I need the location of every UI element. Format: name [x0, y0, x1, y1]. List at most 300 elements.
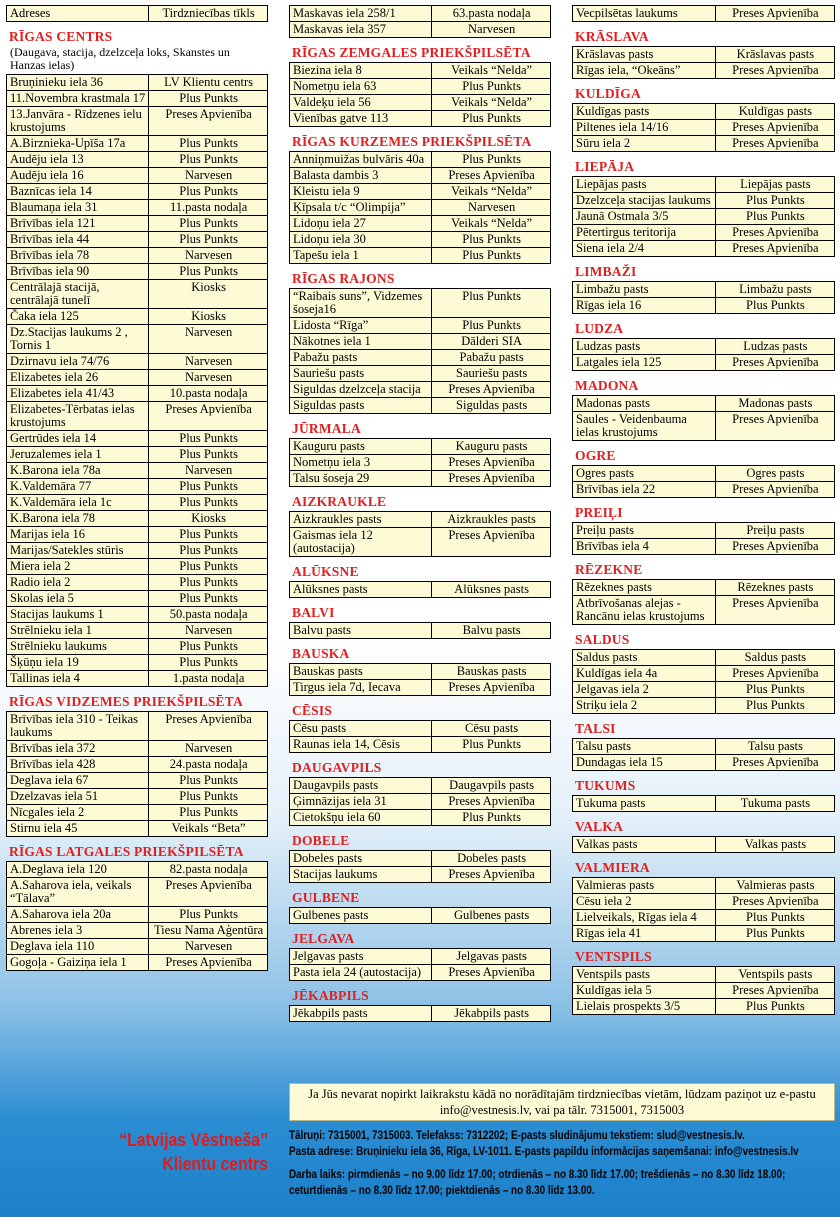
outlet-network: Plus Punkts	[432, 152, 551, 168]
outlet-address: Pasta iela 24 (autostacija)	[290, 965, 432, 981]
outlet-network: Jēkabpils pasts	[432, 1006, 551, 1022]
outlet-row	[290, 6, 551, 22]
outlet-address: Tapešu iela 1	[290, 248, 432, 264]
outlet-address: Kauguru pasts	[290, 439, 432, 455]
outlet-address: Gaismas iela 12 (autostacija)	[290, 528, 432, 557]
outlet-network: Preses Apvienība	[715, 412, 834, 441]
outlet-row	[573, 241, 835, 257]
outlet-network: Preses Apvienība	[432, 965, 551, 981]
outlet-row	[573, 755, 835, 771]
outlet-address: Talsu pasts	[573, 739, 716, 755]
outlet-network: Preses Apvienība	[715, 241, 834, 257]
outlet-address: Jēkabpils pasts	[290, 1006, 432, 1022]
section-subtitle: (Daugava, stacija, dzelzceļa loks, Skanstes un Hanzas ielas)	[10, 45, 230, 72]
section-title-madona: MADONA	[575, 378, 639, 393]
outlet-row	[573, 225, 835, 241]
section-title-dobele: DOBELE	[292, 833, 350, 848]
outlet-network: Jelgavas pasts	[432, 949, 551, 965]
outlet-row	[573, 63, 835, 79]
outlet-row	[7, 495, 268, 511]
outlet-network: Narvesen	[149, 354, 268, 370]
outlet-network: Ludzas pasts	[715, 339, 834, 355]
column-3-sections	[572, 5, 835, 1015]
outlet-address: Piltenes iela 14/16	[573, 120, 716, 136]
outlet-row	[290, 908, 551, 924]
outlet-row	[7, 309, 268, 325]
outlet-row	[573, 878, 835, 894]
outlet-address: Saldus pasts	[573, 650, 716, 666]
outlet-row	[573, 482, 835, 498]
outlet-address: K.Barona iela 78	[7, 511, 149, 527]
outlet-address: A.Deglava iela 120	[7, 862, 149, 878]
outlet-network: Plus Punkts	[149, 907, 268, 923]
outlet-address: Biezina iela 8	[290, 63, 432, 79]
outlet-row	[573, 580, 835, 596]
outlet-address: Brīvības iela 372	[7, 741, 149, 757]
outlet-table	[289, 663, 551, 696]
outlet-table	[289, 438, 551, 487]
outlet-network: Preses Apvienība	[715, 539, 834, 555]
outlet-address: Nometņu iela 63	[290, 79, 432, 95]
outlet-network: 50.pasta nodaļa	[149, 607, 268, 623]
outlet-table	[572, 281, 835, 314]
outlet-row	[7, 559, 268, 575]
outlet-table	[572, 338, 835, 371]
section-title-ogre: OGRE	[575, 448, 616, 463]
outlet-network: Preses Apvienība	[715, 482, 834, 498]
outlet-row	[290, 867, 551, 883]
outlet-network: Preses Apvienība	[432, 867, 551, 883]
outlet-row	[290, 794, 551, 810]
outlet-row	[7, 107, 268, 136]
outlet-network: Saldus pasts	[715, 650, 834, 666]
header-address: Adreses	[7, 6, 149, 22]
outlet-network: Plus Punkts	[149, 789, 268, 805]
outlet-network: Preses Apvienība	[432, 680, 551, 696]
outlet-network: Plus Punkts	[149, 527, 268, 543]
outlet-address: Gertrūdes iela 14	[7, 431, 149, 447]
outlet-address: Deglava iela 110	[7, 939, 149, 955]
section-title-rigas-zemgales-priekspilseta: RĪGAS ZEMGALES PRIEKŠPILSĒTA	[292, 45, 531, 60]
outlet-address: Talsu šoseja 29	[290, 471, 432, 487]
outlet-network: Tukuma pasts	[715, 796, 834, 812]
section-title-aluksne: ALŪKSNE	[292, 564, 359, 579]
outlet-network: Preses Apvienība	[715, 225, 834, 241]
outlet-network: Cēsu pasts	[432, 721, 551, 737]
outlet-row	[573, 282, 835, 298]
outlet-address: Gogoļa - Gaiziņa iela 1	[7, 955, 149, 971]
outlet-network: Plus Punkts	[432, 79, 551, 95]
outlet-network: Gulbenes pasts	[432, 908, 551, 924]
outlet-row	[573, 412, 835, 441]
outlet-row	[573, 47, 835, 63]
outlet-row	[290, 289, 551, 318]
outlet-row	[573, 682, 835, 698]
outlet-table	[289, 151, 551, 264]
section-title-rigas-kurzemes-priekspilseta: RĪGAS KURZEMES PRIEKŠPILSĒTA	[292, 134, 532, 149]
outlet-network: 1.pasta nodaļa	[149, 671, 268, 687]
outlet-row	[7, 955, 268, 971]
outlet-network: Preses Apvienība	[432, 168, 551, 184]
outlet-row	[573, 739, 835, 755]
outlet-row	[573, 983, 835, 999]
outlet-network: Preses Apvienība	[715, 755, 834, 771]
outlet-row	[573, 596, 835, 625]
outlet-network: Veikals “Nelda”	[432, 216, 551, 232]
section-title-jelgava: JELGAVA	[292, 931, 355, 946]
outlet-address: Čaka iela 125	[7, 309, 149, 325]
outlet-row	[290, 350, 551, 366]
contact-hours-2: ceturtdienās – no 8.30 līdz 17.00; piektdienās – no 8.30 līdz 13.00.	[289, 1185, 595, 1197]
outlet-address: A.Saharova iela 20a	[7, 907, 149, 923]
outlet-row	[7, 168, 268, 184]
column-1-sections	[6, 29, 268, 971]
outlet-address: Valdeķu iela 56	[290, 95, 432, 111]
outlet-row	[290, 79, 551, 95]
outlet-table	[572, 103, 835, 152]
outlet-network: Preses Apvienība	[715, 894, 834, 910]
outlet-row	[7, 184, 268, 200]
outlet-row	[7, 821, 268, 837]
outlet-address: Strēlnieku iela 1	[7, 623, 149, 639]
outlet-row	[7, 878, 268, 907]
outlet-row	[290, 737, 551, 753]
outlet-row	[7, 280, 268, 309]
outlet-address: Radio iela 2	[7, 575, 149, 591]
outlet-address: Brīvības iela 428	[7, 757, 149, 773]
outlet-row	[290, 851, 551, 867]
outlet-address: Pabažu pasts	[290, 350, 432, 366]
outlet-address: Lidoņu iela 30	[290, 232, 432, 248]
outlet-row	[290, 216, 551, 232]
outlet-network: Narvesen	[149, 168, 268, 184]
outlet-row	[7, 232, 268, 248]
outlet-network: Plus Punkts	[715, 910, 834, 926]
outlet-network: Daugavpils pasts	[432, 778, 551, 794]
outlet-network: Krāslavas pasts	[715, 47, 834, 63]
outlet-row	[7, 136, 268, 152]
outlet-address: Valkas pasts	[573, 837, 716, 853]
outlet-address: Ventspils pasts	[573, 967, 716, 983]
outlet-row	[573, 298, 835, 314]
outlet-row	[7, 91, 268, 107]
outlet-row	[7, 264, 268, 280]
outlet-network: Aizkraukles pasts	[432, 512, 551, 528]
outlet-network: Tiesu Nama Aģentūra	[149, 923, 268, 939]
outlet-address: Anniņmuižas bulvāris 40a	[290, 152, 432, 168]
outlet-address: Tallinas iela 4	[7, 671, 149, 687]
outlet-network: Plus Punkts	[149, 479, 268, 495]
outlet-address: Pētertirgus teritorija	[573, 225, 716, 241]
outlet-table	[289, 850, 551, 883]
outlet-address: Liepājas pasts	[573, 177, 716, 193]
outlet-address: Blaumaņa iela 31	[7, 200, 149, 216]
outlet-address: Nākotnes iela 1	[290, 334, 432, 350]
outlet-network: Valkas pasts	[715, 837, 834, 853]
outlet-row	[573, 910, 835, 926]
outlet-address: Kuldīgas iela 5	[573, 983, 716, 999]
column-3	[572, 5, 835, 1015]
outlet-address: Rīgas iela 16	[573, 298, 716, 314]
outlet-address: Jaunā Ostmala 3/5	[573, 209, 716, 225]
section-title-daugavpils: DAUGAVPILS	[292, 760, 382, 775]
section-title-rigas-centrs: RĪGAS CENTRS	[9, 29, 113, 44]
outlet-address: K.Valdemāra 77	[7, 479, 149, 495]
outlet-network: 63.pasta nodaļa	[432, 6, 551, 22]
outlet-row	[290, 1006, 551, 1022]
outlet-network: Narvesen	[149, 939, 268, 955]
section-title-jurmala: JŪRMALA	[292, 421, 361, 436]
outlet-address: Deglava iela 67	[7, 773, 149, 789]
section-title-cesis: CĒSIS	[292, 703, 333, 718]
outlet-address: Vecpilsētas laukums	[573, 6, 716, 22]
outlet-network: Preiļu pasts	[715, 523, 834, 539]
outlet-network: 24.pasta nodaļa	[149, 757, 268, 773]
outlet-table	[6, 711, 268, 837]
outlet-network: Narvesen	[149, 463, 268, 479]
outlet-row	[7, 216, 268, 232]
outlet-table	[572, 522, 835, 555]
outlet-address: K.Barona iela 78a	[7, 463, 149, 479]
outlet-network: Kuldīgas pasts	[715, 104, 834, 120]
outlet-network: Preses Apvienība	[715, 355, 834, 371]
outlet-address: 13.Janvāra - Rīdzenes ielu krustojums	[7, 107, 149, 136]
outlet-table	[572, 46, 835, 79]
outlet-address: “Raibais suns”, Vidzemes šoseja16	[290, 289, 432, 318]
outlet-network: Preses Apvienība	[149, 402, 268, 431]
outlet-row	[573, 120, 835, 136]
outlet-network: Plus Punkts	[432, 111, 551, 127]
client-center-title-line2: Klientu centrs	[162, 1154, 268, 1174]
outlet-network: Plus Punkts	[715, 999, 834, 1015]
outlet-network: Dobeles pasts	[432, 851, 551, 867]
outlet-table	[289, 1005, 551, 1022]
outlet-network: Preses Apvienība	[715, 63, 834, 79]
outlet-address: Maskavas iela 357	[290, 22, 432, 38]
outlet-row	[7, 511, 268, 527]
outlet-network: Plus Punkts	[149, 543, 268, 559]
outlet-address: Saules - Veidenbauma ielas krustojums	[573, 412, 716, 441]
outlet-row	[573, 539, 835, 555]
outlet-network: Siguldas pasts	[432, 398, 551, 414]
outlet-address: Centrālajā stacijā, centrālajā tunelī	[7, 280, 149, 309]
outlet-address: Jelgavas iela 2	[573, 682, 716, 698]
outlet-row	[573, 339, 835, 355]
outlet-address: Sauriešu pasts	[290, 366, 432, 382]
outlet-network: Veikals “Nelda”	[432, 63, 551, 79]
outlet-row	[290, 22, 551, 38]
outlet-row	[573, 926, 835, 942]
outlet-network: Preses Apvienība	[149, 712, 268, 741]
outlet-address: Jelgavas pasts	[290, 949, 432, 965]
outlet-table	[572, 649, 835, 714]
column-2	[289, 5, 551, 1022]
outlet-address: A.Birznieka-Upīša 17a	[7, 136, 149, 152]
outlet-row	[290, 810, 551, 826]
outlet-address: Lidoņu iela 27	[290, 216, 432, 232]
outlet-address: Stacijas laukums 1	[7, 607, 149, 623]
outlet-address: Brīvības iela 121	[7, 216, 149, 232]
outlet-row	[573, 6, 835, 22]
outlet-network: Kiosks	[149, 511, 268, 527]
outlet-address: Brīvības iela 78	[7, 248, 149, 264]
outlet-row	[7, 200, 268, 216]
section-title-balvi: BALVI	[292, 605, 335, 620]
outlet-address: Abrenes iela 3	[7, 923, 149, 939]
outlet-network: Preses Apvienība	[715, 983, 834, 999]
outlet-network: Preses Apvienība	[432, 528, 551, 557]
outlet-table	[289, 720, 551, 753]
outlet-network: Narvesen	[149, 623, 268, 639]
column-2-sections	[289, 5, 551, 1022]
outlet-address: Nometņu iela 3	[290, 455, 432, 471]
outlet-network: Plus Punkts	[149, 431, 268, 447]
section-title-gulbene: GULBENE	[292, 890, 360, 905]
outlet-row	[7, 543, 268, 559]
outlet-network: Plus Punkts	[432, 737, 551, 753]
outlet-row	[290, 334, 551, 350]
section-title-rigas-rajons: RĪGAS RAJONS	[292, 271, 395, 286]
outlet-row	[290, 111, 551, 127]
outlet-network: Narvesen	[432, 22, 551, 38]
outlet-network: Plus Punkts	[149, 805, 268, 821]
outlet-network: Kiosks	[149, 309, 268, 325]
outlet-table	[572, 836, 835, 853]
section-title-kraslava: KRĀSLAVA	[575, 29, 649, 44]
outlet-network: Preses Apvienība	[149, 107, 268, 136]
outlet-address: Brīvības iela 310 - Teikas laukums	[7, 712, 149, 741]
outlet-row	[290, 200, 551, 216]
section-title-valka: VALKA	[575, 819, 624, 834]
outlet-network: Plus Punkts	[715, 193, 834, 209]
outlet-address: Bruņinieku iela 36	[7, 75, 149, 91]
outlet-row	[573, 466, 835, 482]
outlet-address: Marijas iela 16	[7, 527, 149, 543]
outlet-row	[290, 965, 551, 981]
outlet-row	[290, 248, 551, 264]
outlet-network: Plus Punkts	[149, 639, 268, 655]
outlet-address: Daugavpils pasts	[290, 778, 432, 794]
section-title-saldus: SALDUS	[575, 632, 630, 647]
outlet-address: Kuldīgas pasts	[573, 104, 716, 120]
outlet-address: Ludzas pasts	[573, 339, 716, 355]
outlet-address: Balvu pasts	[290, 623, 432, 639]
outlet-row	[7, 354, 268, 370]
outlet-address: Brīvības iela 4	[573, 539, 716, 555]
outlet-row	[7, 591, 268, 607]
outlet-table	[572, 877, 835, 942]
section-title-ventspils: VENTSPILS	[575, 949, 652, 964]
outlet-table	[289, 62, 551, 127]
outlet-row	[7, 607, 268, 623]
outlet-table	[289, 5, 551, 38]
outlet-network: Preses Apvienība	[715, 596, 834, 625]
section-title-liepaja: LIEPĀJA	[575, 159, 635, 174]
outlet-table	[289, 948, 551, 981]
outlet-network: Plus Punkts	[149, 91, 268, 107]
outlet-address: Brīvības iela 44	[7, 232, 149, 248]
outlet-row	[573, 894, 835, 910]
outlet-address: Cēsu iela 2	[573, 894, 716, 910]
outlet-network: Balvu pasts	[432, 623, 551, 639]
outlet-address: Dzirnavu iela 74/76	[7, 354, 149, 370]
outlet-network: Preses Apvienība	[149, 878, 268, 907]
outlet-address: Elizabetes iela 41/43	[7, 386, 149, 402]
outlet-network: Narvesen	[149, 248, 268, 264]
outlet-row	[573, 177, 835, 193]
outlet-row	[7, 639, 268, 655]
outlet-row	[290, 455, 551, 471]
outlet-row	[290, 680, 551, 696]
outlet-row	[573, 193, 835, 209]
header-row	[7, 6, 268, 22]
outlet-network: Preses Apvienība	[432, 455, 551, 471]
outlet-address: Aizkraukles pasts	[290, 512, 432, 528]
outlet-address: Gulbenes pasts	[290, 908, 432, 924]
outlet-address: Dundagas iela 15	[573, 755, 716, 771]
outlet-address: Stacijas laukums	[290, 867, 432, 883]
outlet-table	[572, 395, 835, 441]
outlet-network: Preses Apvienība	[715, 666, 834, 682]
outlet-address: Dzelzceļa stacijas laukums	[573, 193, 716, 209]
header-table	[6, 5, 268, 22]
outlet-table	[572, 5, 835, 22]
section-title-aizkraukle: AIZKRAUKLE	[292, 494, 387, 509]
outlet-address: Kuldīgas iela 4a	[573, 666, 716, 682]
outlet-address: Baznīcas iela 14	[7, 184, 149, 200]
outlet-row	[7, 527, 268, 543]
outlet-network: Preses Apvienība	[149, 955, 268, 971]
outlet-address: Ģimnāzijas iela 31	[290, 794, 432, 810]
outlet-row	[7, 923, 268, 939]
outlet-row	[290, 528, 551, 557]
outlet-address: Šķūņu iela 19	[7, 655, 149, 671]
outlet-address: Brīvības iela 22	[573, 482, 716, 498]
outlet-network: Ogres pasts	[715, 466, 834, 482]
notice-box	[289, 1083, 835, 1121]
outlet-row	[7, 75, 268, 91]
outlet-address: Balasta dambis 3	[290, 168, 432, 184]
outlet-row	[7, 463, 268, 479]
outlet-network: Preses Apvienība	[715, 136, 834, 152]
outlet-network: LV Klientu centrs	[149, 75, 268, 91]
outlet-row	[290, 949, 551, 965]
outlet-network: Plus Punkts	[149, 152, 268, 168]
outlet-address: Audēju iela 16	[7, 168, 149, 184]
contact-info	[289, 1128, 835, 1199]
outlet-row	[573, 209, 835, 225]
column-1	[6, 5, 268, 971]
outlet-row	[573, 523, 835, 539]
outlet-row	[7, 325, 268, 354]
outlet-network: Plus Punkts	[149, 559, 268, 575]
outlet-network: Liepājas pasts	[715, 177, 834, 193]
outlet-network: Plus Punkts	[149, 575, 268, 591]
outlet-address: Marijas/Satekles stūris	[7, 543, 149, 559]
outlet-row	[573, 104, 835, 120]
outlet-row	[7, 712, 268, 741]
outlet-network: Plus Punkts	[149, 264, 268, 280]
outlet-address: Striķu iela 2	[573, 698, 716, 714]
outlet-address: Raunas iela 14, Cēsis	[290, 737, 432, 753]
outlet-row	[290, 664, 551, 680]
section-title-jekabpils: JĒKABPILS	[292, 988, 369, 1003]
outlet-address: Ķīpsala t/c “Olimpija”	[290, 200, 432, 216]
outlet-table	[289, 581, 551, 598]
outlet-table	[289, 907, 551, 924]
outlet-table	[6, 861, 268, 971]
outlet-table	[289, 288, 551, 414]
